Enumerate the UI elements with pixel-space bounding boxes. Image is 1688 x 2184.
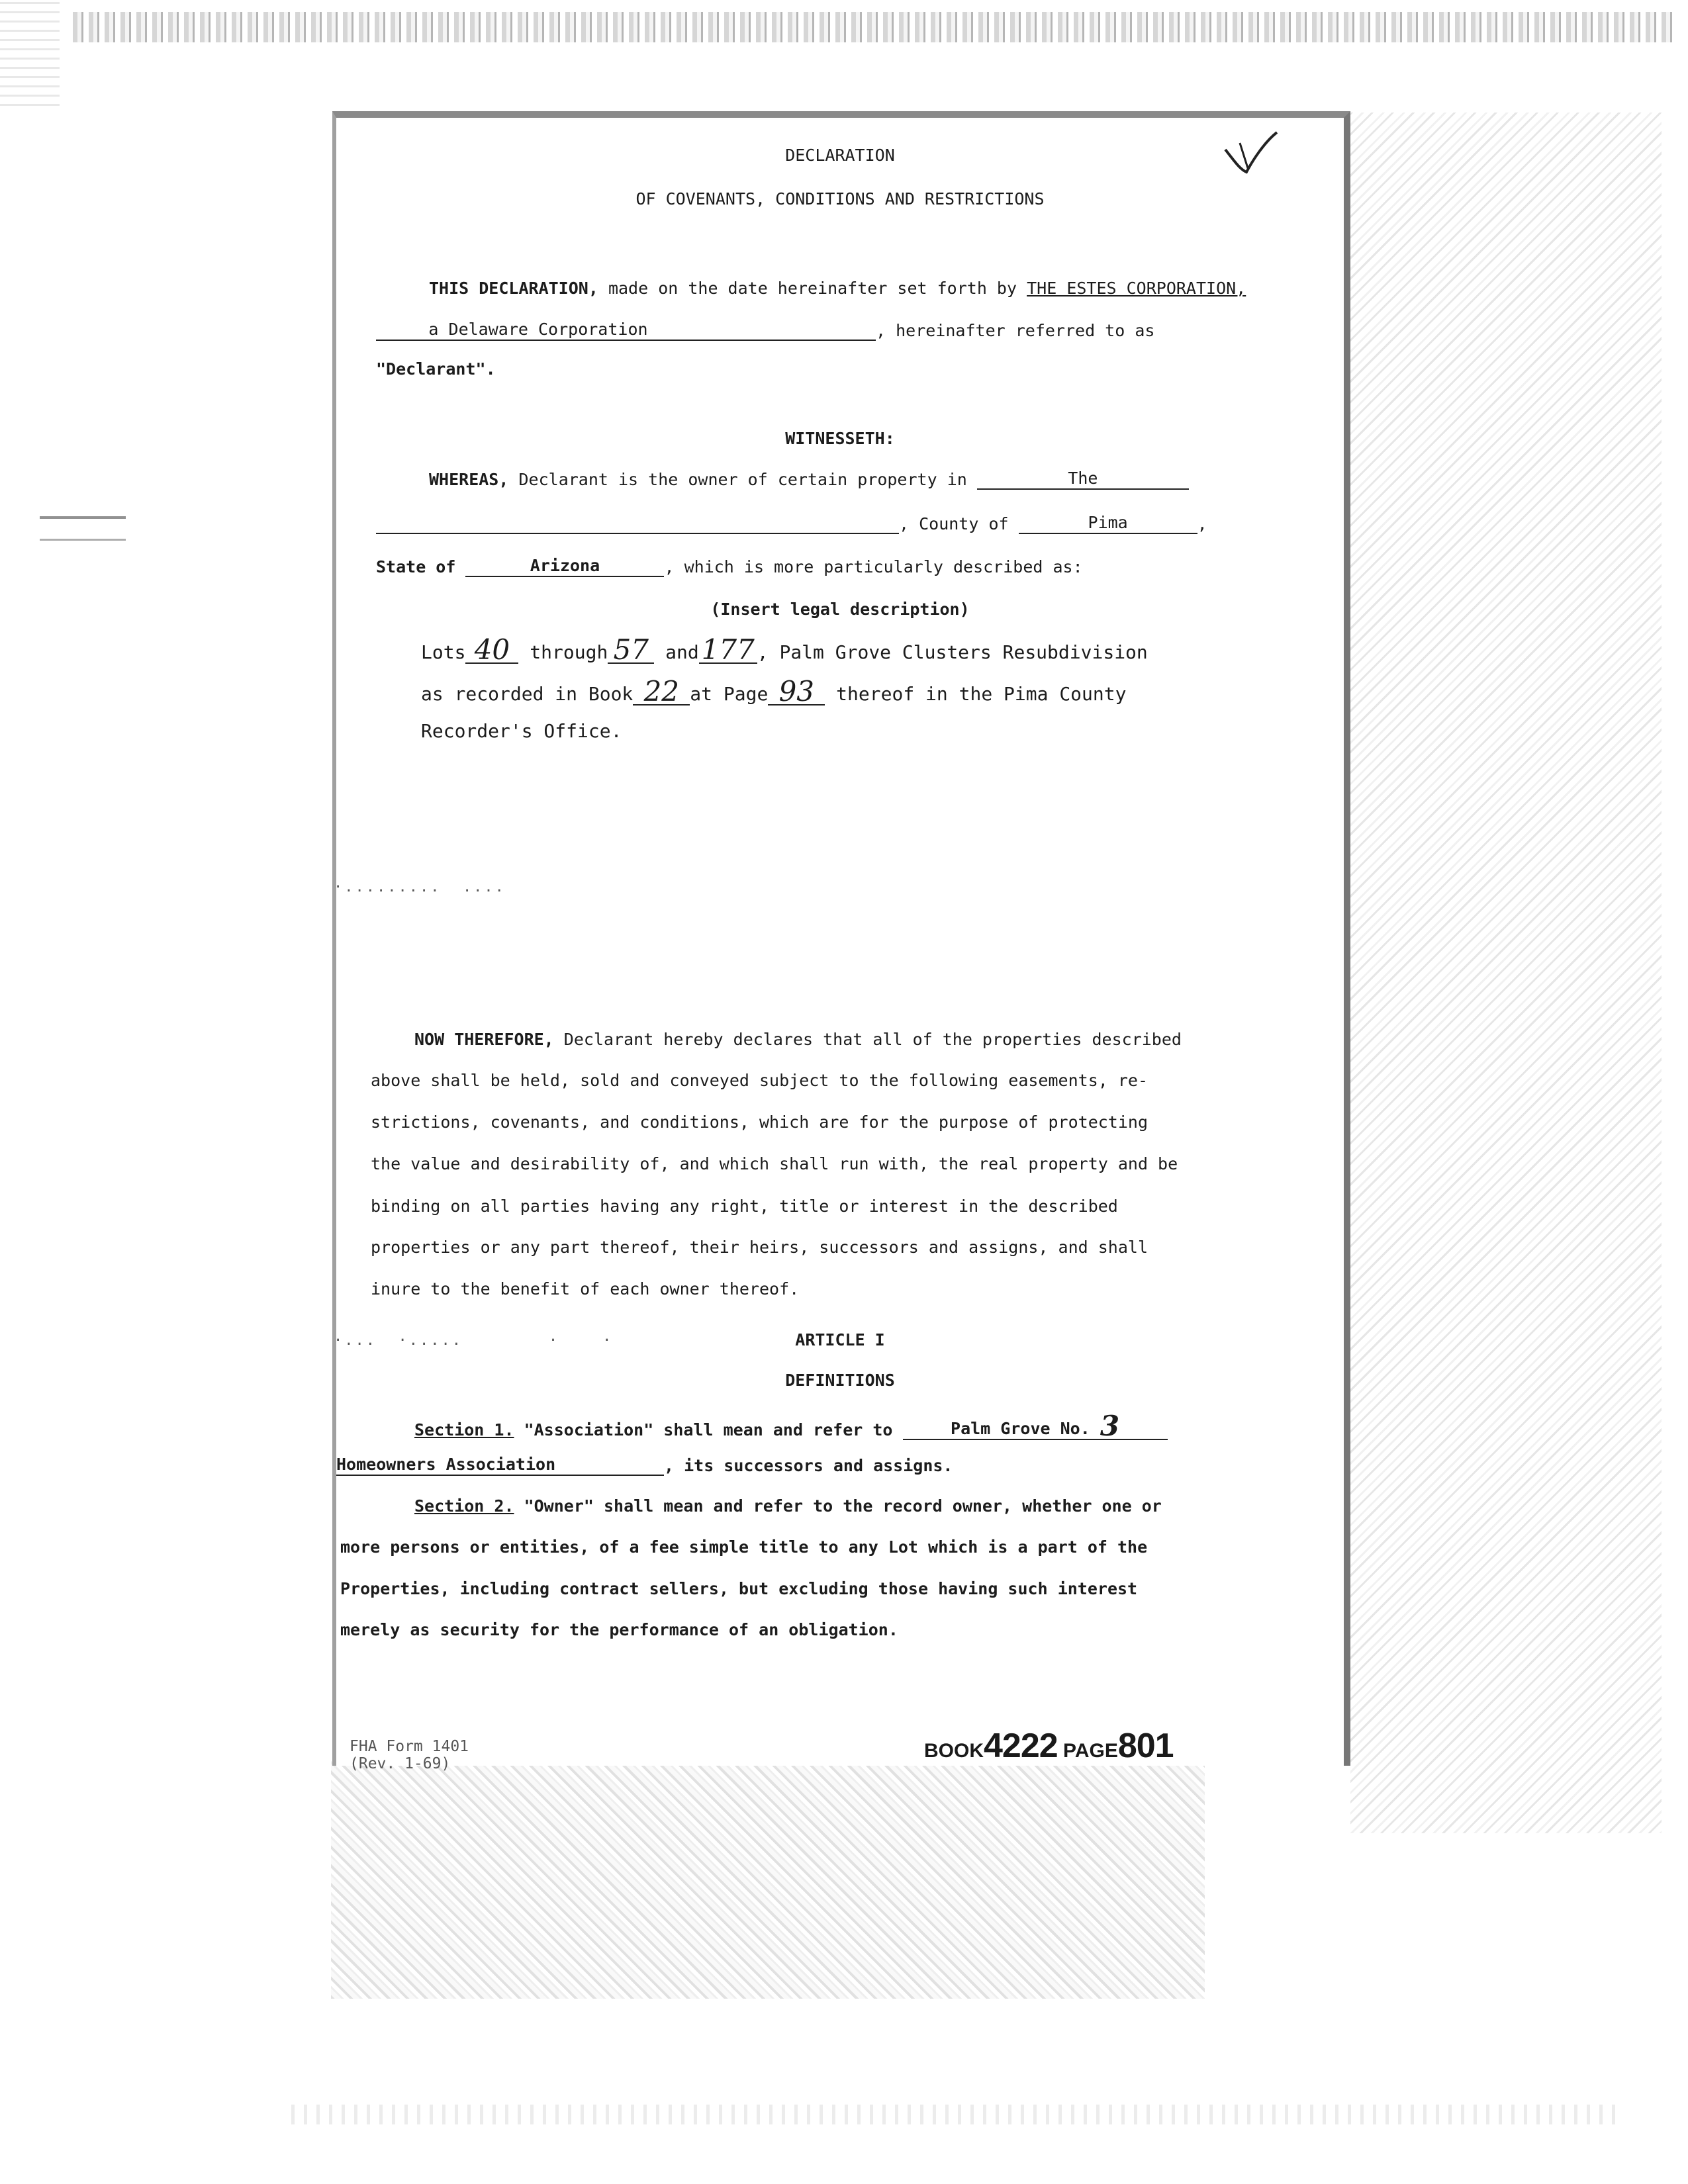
now-therefore-line-3: strictions, covenants, and conditions, which are for the purpose of protecting bbox=[371, 1113, 1148, 1132]
form-number-text: FHA Form 1401 bbox=[350, 1738, 469, 1755]
now-therefore-line-2: above shall be held, sold and conveyed subject to the following easements, re- bbox=[371, 1071, 1148, 1090]
intro-line-2 bbox=[376, 320, 1154, 341]
association-name-printed: Palm Grove No. bbox=[951, 1419, 1090, 1438]
now-therefore-line-6: properties or any part thereof, their heirs, successors and assigns, and shall bbox=[371, 1238, 1148, 1257]
intro-line-1 bbox=[429, 279, 1246, 298]
section-1-line-1 bbox=[414, 1410, 1168, 1442]
scan-edge-top bbox=[73, 12, 1675, 42]
witnesseth-heading: WITNESSETH: bbox=[785, 429, 895, 448]
legal-line-1 bbox=[421, 633, 1148, 666]
section-1-text: "Association" shall mean and refer to bbox=[524, 1420, 893, 1439]
lot-extra: 177 bbox=[699, 637, 757, 664]
lots-label: Lots bbox=[421, 641, 466, 663]
book-label: BOOK bbox=[924, 1740, 984, 1762]
whereas-line-1 bbox=[429, 469, 1189, 490]
county-label: , County of bbox=[899, 514, 1009, 533]
declarant-term: "Declarant". bbox=[376, 359, 496, 379]
now-therefore-line-1 bbox=[414, 1030, 1182, 1050]
whereas-text: Declarant is the owner of certain property in bbox=[518, 470, 967, 489]
scan-edge-left bbox=[0, 0, 60, 106]
blank-field bbox=[700, 322, 876, 341]
book-value: 22 bbox=[633, 679, 690, 705]
article-number: ARTICLE I bbox=[795, 1330, 885, 1349]
association-name-hand: 3 bbox=[1100, 1410, 1120, 1442]
corp-type: a Delaware Corporation bbox=[376, 320, 700, 341]
page-number: 801 bbox=[1117, 1727, 1174, 1765]
document-page bbox=[332, 111, 1350, 1772]
scan-dots: ·... ·..... · · bbox=[334, 1332, 614, 1349]
section-1-label: Section 1. bbox=[414, 1420, 514, 1439]
sheet-shadow-right bbox=[1350, 113, 1662, 1833]
state-label: State of bbox=[376, 557, 456, 576]
subdivision-text: , Palm Grove Clusters Resubdivision bbox=[757, 641, 1148, 663]
scan-noise-bottom bbox=[291, 2105, 1615, 2124]
whereas-line-3 bbox=[376, 556, 1083, 577]
lot-to: 57 bbox=[608, 637, 654, 664]
page-label: PAGE bbox=[1063, 1740, 1118, 1762]
whereas-lead: WHEREAS, bbox=[429, 470, 509, 489]
margin-mark bbox=[40, 516, 126, 541]
section-2-line-3: Properties, including contract sellers, but excluding those having such interest bbox=[340, 1579, 1138, 1598]
referred-text: , hereinafter referred to as bbox=[876, 321, 1155, 340]
through-text: through bbox=[530, 641, 608, 663]
now-therefore-line-4: the value and desirability of, and which shall run with, the real property and be bbox=[371, 1154, 1178, 1173]
thereof-text: thereof in the Pima County bbox=[836, 683, 1127, 705]
sheet-shadow-bottom bbox=[331, 1760, 1205, 1999]
association-name bbox=[903, 1410, 1168, 1442]
article-heading: DEFINITIONS bbox=[785, 1371, 895, 1390]
described-text: , which is more particularly described as: bbox=[664, 557, 1083, 576]
and-text: and bbox=[665, 641, 699, 663]
recorded-text: as recorded in Book bbox=[421, 683, 633, 705]
county-value: Pima bbox=[1019, 513, 1197, 534]
association-type: Homeowners Association bbox=[336, 1455, 664, 1476]
section-2-text: "Owner" shall mean and refer to the record owner, whether one or bbox=[524, 1496, 1162, 1516]
section-1-line-2 bbox=[336, 1455, 953, 1476]
section-1-suffix: , its successors and assigns. bbox=[664, 1456, 953, 1475]
intro-made-text: made on the date hereinafter set forth by bbox=[608, 279, 1017, 298]
state-value: Arizona bbox=[465, 556, 664, 577]
now-therefore-line-5: binding on all parties having any right, title or interest in the described bbox=[371, 1197, 1118, 1216]
section-2-label: Section 2. bbox=[414, 1496, 514, 1516]
now-therefore-text: Declarant hereby declares that all of the properties described bbox=[563, 1030, 1182, 1049]
at-page-text: at Page bbox=[690, 683, 769, 705]
now-therefore-lead: NOW THEREFORE, bbox=[414, 1030, 554, 1049]
whereas-line-2: , County of Pima , bbox=[376, 513, 1207, 534]
book-number: 4222 bbox=[984, 1727, 1058, 1765]
document-title: DECLARATION bbox=[785, 146, 895, 165]
document-subtitle: OF COVENANTS, CONDITIONS AND RESTRICTIONS bbox=[635, 189, 1045, 208]
blank-field bbox=[376, 516, 899, 534]
legal-instruction: (Insert legal description) bbox=[710, 600, 970, 619]
scan-dots: ·......... .... bbox=[334, 879, 506, 895]
section-2-line-1 bbox=[414, 1496, 1162, 1516]
legal-line-3: Recorder's Office. bbox=[421, 720, 622, 742]
section-2-line-4: merely as security for the performance of an obligation. bbox=[340, 1620, 898, 1639]
lot-from: 40 bbox=[465, 637, 518, 664]
page-value: 93 bbox=[768, 679, 825, 705]
book-page-stamp bbox=[924, 1726, 1174, 1766]
declarant-name: THE ESTES CORPORATION, bbox=[1027, 279, 1246, 298]
form-revision: (Rev. 1-69) bbox=[350, 1755, 451, 1772]
intro-lead: THIS DECLARATION, bbox=[429, 279, 598, 298]
section-2-line-2: more persons or entities, of a fee simple title to any Lot which is a part of the bbox=[340, 1537, 1148, 1557]
property-location: The bbox=[977, 469, 1189, 490]
now-therefore-line-7: inure to the benefit of each owner thereof. bbox=[371, 1279, 800, 1298]
form-number bbox=[350, 1738, 469, 1772]
legal-line-2 bbox=[421, 675, 1127, 707]
